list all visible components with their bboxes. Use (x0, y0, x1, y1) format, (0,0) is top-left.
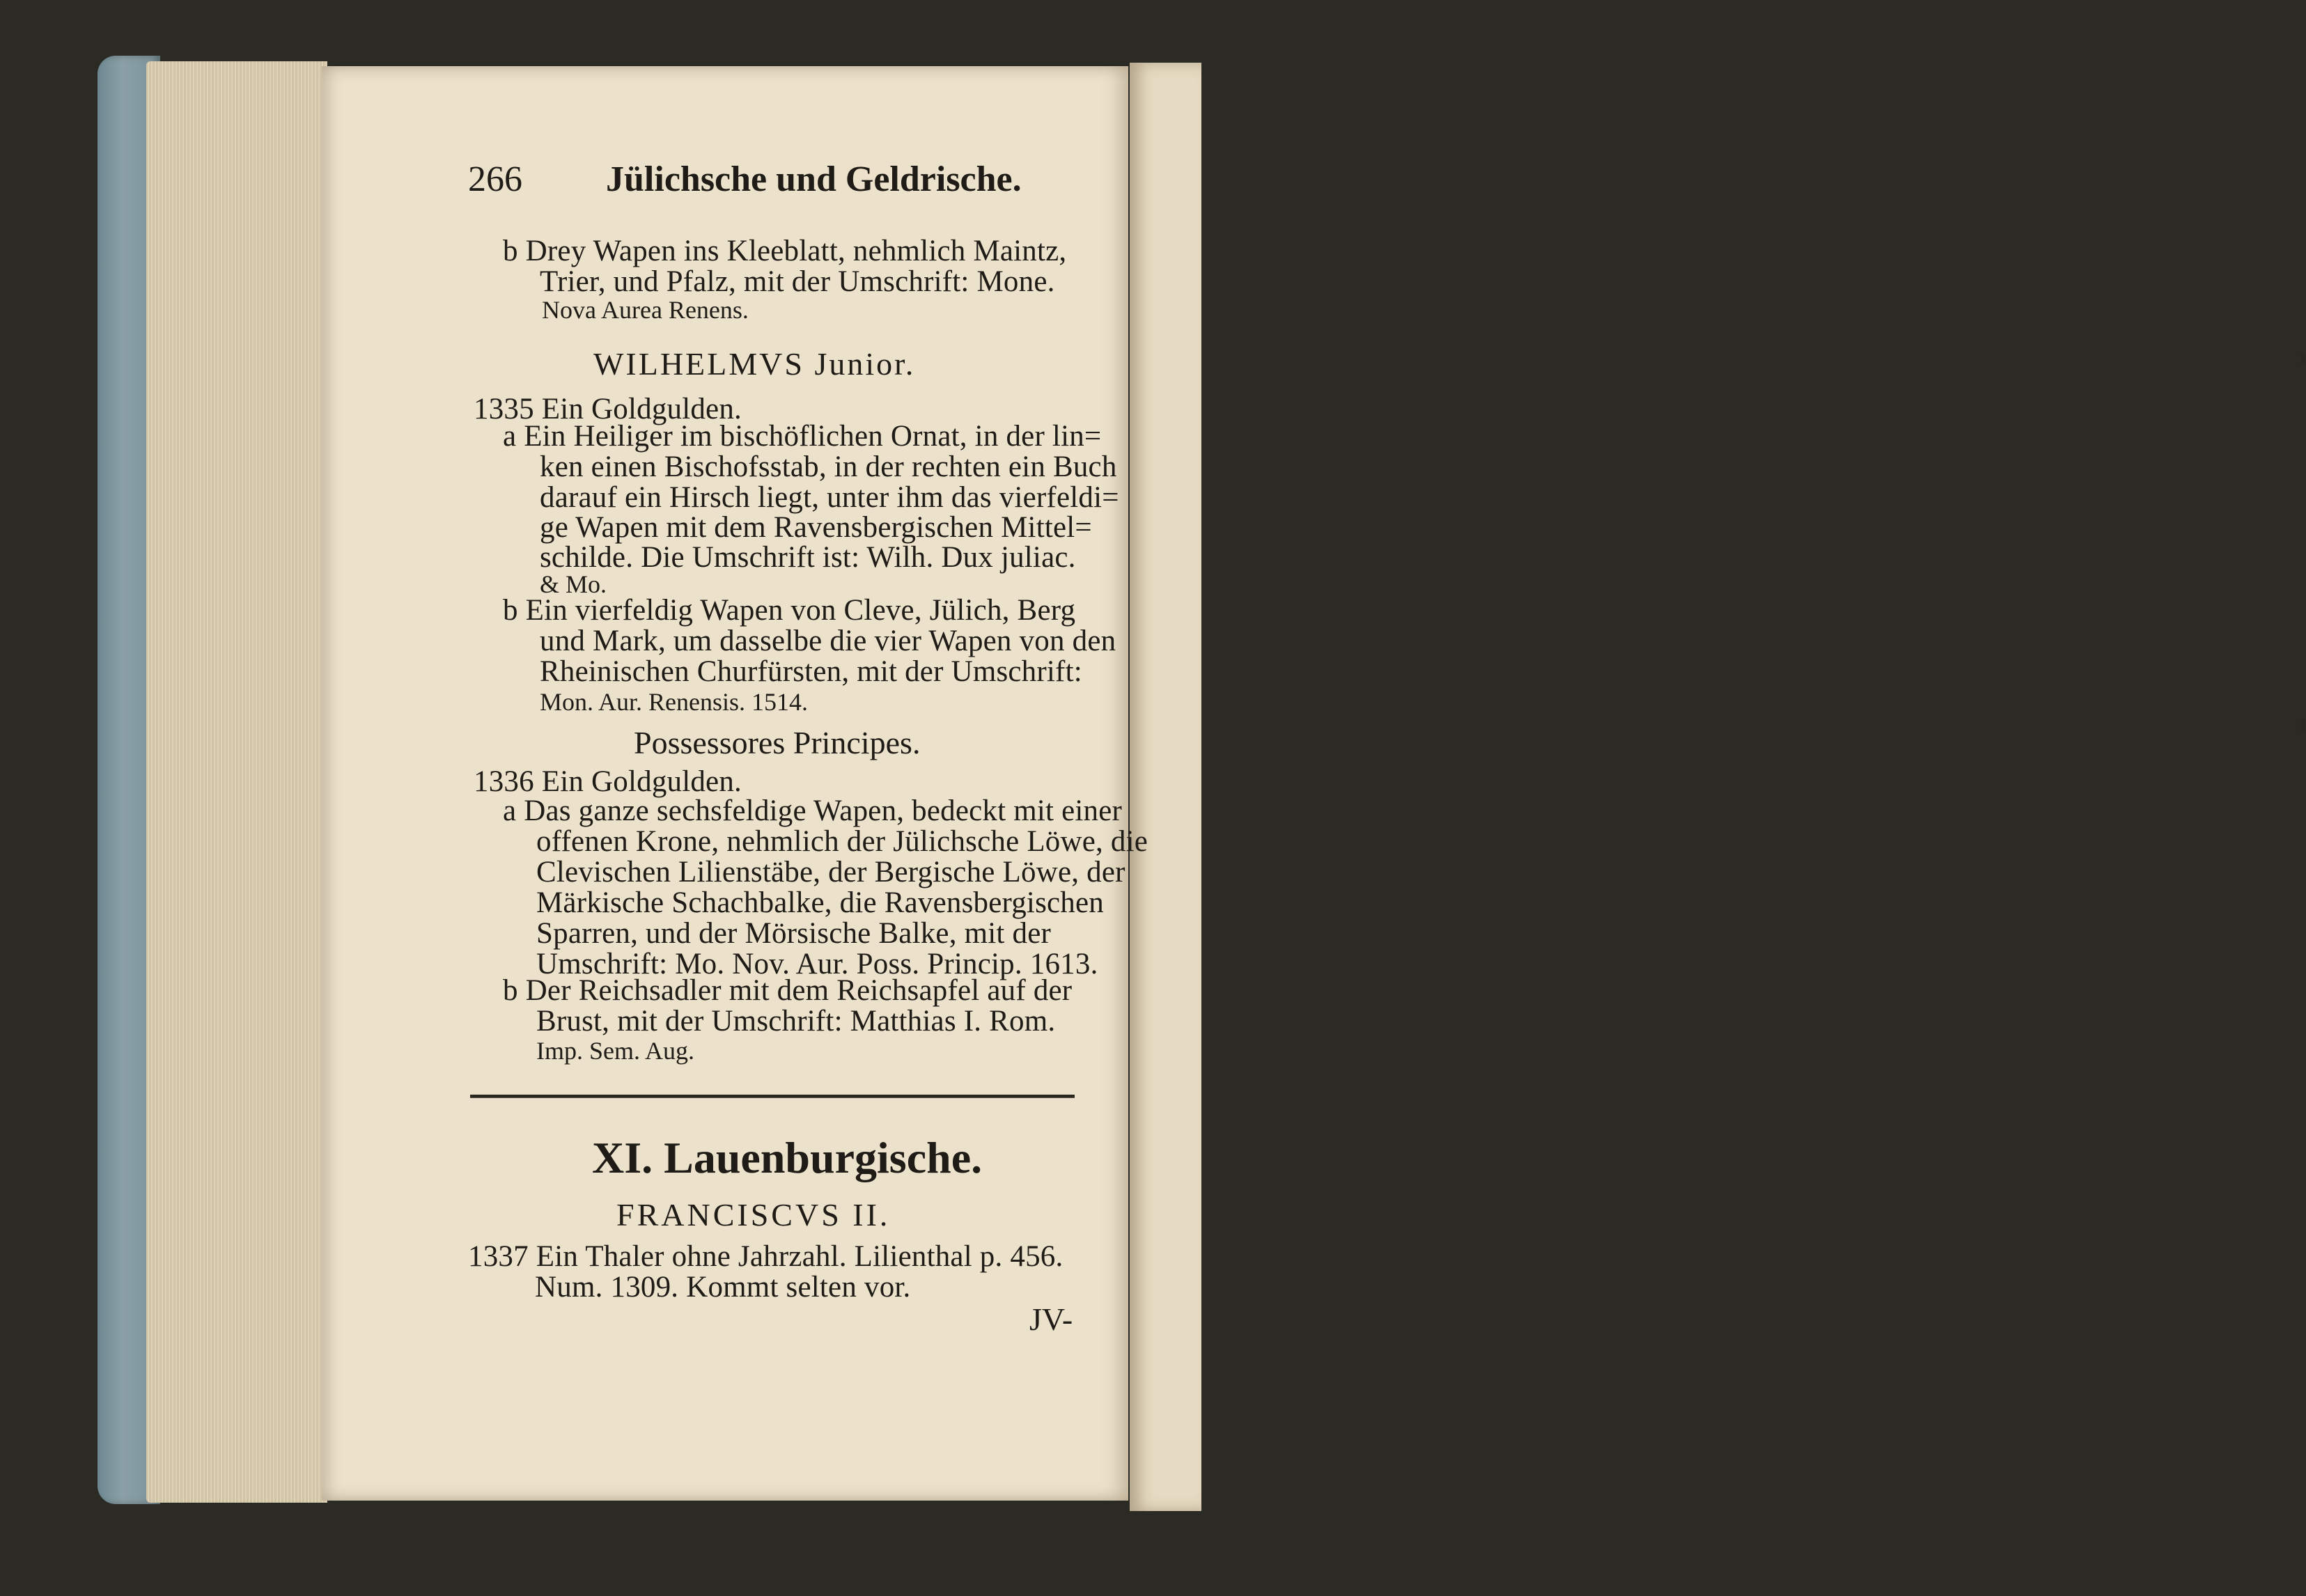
text-line: a Ein Heiliger im bischöflichen Ornat, in der lin= (503, 420, 1102, 453)
text-line: Rheinischen Churfürsten, mit der Umschrift: (540, 655, 1082, 688)
entry-number-line: 1335 Ein Goldgulden. (474, 393, 742, 425)
text-line: offenen Krone, nehmlich der Jülichsche Löwe, die (536, 825, 1148, 858)
text-line: Sparren, und der Mörsische Balke, mit der (536, 917, 1052, 950)
text-line: darauf ein Hirsch liegt, unter ihm das vierfeldi= (540, 481, 1119, 514)
text-line: Umschrift: Mo. Nov. Aur. Poss. Princip. 1613. (536, 948, 1098, 980)
facing-page-glyph: ı (2300, 345, 2306, 370)
running-title: Jülichsche und Geldrische. (606, 159, 1022, 199)
text-line: ken einen Bischofsstab, in der rechten ein Buch (540, 451, 1117, 483)
text-line: und Mark, um dasselbe die vier Wapen von den (540, 625, 1116, 657)
text-line: b Der Reichsadler mit dem Reichsapfel auf der (503, 974, 1073, 1007)
page-edges (146, 61, 327, 1503)
section-heading: Possessores Principes. (634, 725, 921, 760)
text-line: Trier, und Pfalz, mit der Umschrift: Mone. (540, 265, 1055, 298)
text-line: a Das ganze sechsfeldige Wapen, bedeckt mit einer (503, 795, 1123, 827)
section-divider (470, 1095, 1075, 1098)
text-line: Num. 1309. Kommt selten vor. (535, 1271, 911, 1304)
page-number: 266 (468, 159, 522, 199)
section-heading: WILHELMVS Junior. (593, 346, 916, 382)
text-line: b Drey Wapen ins Kleeblatt, nehmlich Maintz, (503, 235, 1067, 267)
text-line: Märkische Schachbalke, die Ravensbergischen (536, 886, 1104, 919)
text-line: & Mo. (540, 570, 607, 598)
facing-page-glyph: ı (2300, 710, 2306, 736)
facing-page-edge (1130, 63, 2306, 1511)
text-line: Clevischen Lilienstäbe, der Bergische Löwe, der (536, 856, 1125, 889)
entry-number-line: 1336 Ein Goldgulden. (474, 765, 742, 798)
text-line: b Ein vierfeldig Wapen von Cleve, Jülich, Berg (503, 594, 1076, 627)
section-heading: FRANCISCVS II. (616, 1197, 891, 1233)
text-line: ge Wapen mit dem Ravensbergischen Mittel= (540, 511, 1092, 544)
catchword: JV- (1029, 1301, 1073, 1337)
text-line: Nova Aurea Renens. (542, 296, 749, 324)
text-line: Brust, mit der Umschrift: Matthias I. Rom. (536, 1005, 1056, 1038)
chapter-heading: XI. Lauenburgische. (592, 1133, 983, 1182)
text-line: Imp. Sem. Aug. (536, 1037, 695, 1065)
text-line: Mon. Aur. Renensis. 1514. (540, 688, 809, 716)
text-line: schilde. Die Umschrift ist: Wilh. Dux juliac. (540, 541, 1076, 574)
entry-number-line: 1337 Ein Thaler ohne Jahrzahl. Lilienthal p. 456. (468, 1240, 1064, 1273)
